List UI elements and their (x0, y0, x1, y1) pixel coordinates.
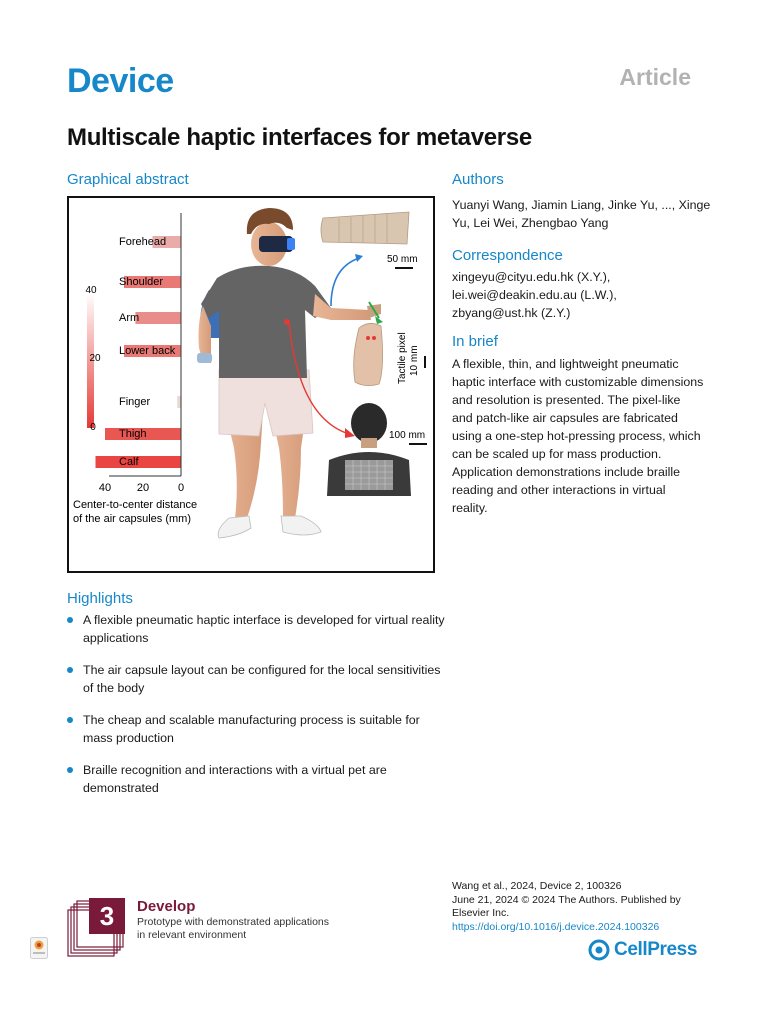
highlight-item (67, 711, 447, 747)
scale-label-10mm: 10 mm (409, 345, 420, 376)
bar-label: Calf (119, 456, 139, 468)
x-tick: 20 (136, 482, 150, 494)
check-for-updates-icon[interactable] (30, 937, 48, 959)
scale-label-100mm: 100 mm (389, 430, 426, 441)
citation-line: June 21, 2024 © 2024 The Authors. Published by Elsevier Inc. (452, 893, 681, 919)
bar-label: Thigh (119, 428, 147, 440)
bar-label: Lower back (119, 345, 176, 357)
forearm-photo-inset (321, 212, 418, 306)
highlight-item (67, 611, 447, 647)
email-line[interactable]: zbyang@ust.hk (Z.Y.) (452, 306, 571, 320)
bullet-icon (67, 617, 73, 623)
bar-finger (177, 396, 181, 408)
journal-name: Device (67, 62, 174, 100)
x-axis-label-line2: of the air capsules (mm) (73, 513, 191, 525)
bar-label: Finger (119, 396, 151, 408)
email-line[interactable]: xingeyu@cityu.edu.hk (X.Y.), (452, 270, 611, 284)
bar-chart (96, 236, 182, 468)
bar-label: Shoulder (119, 276, 164, 288)
develop-level-number: 3 (99, 901, 115, 931)
correspondence-heading: Correspondence (452, 247, 563, 264)
cellpress-wordmark: CellPress (614, 939, 698, 960)
develop-level-icon (67, 898, 127, 958)
highlight-item (67, 661, 447, 697)
color-scale-tick: 0 (90, 422, 96, 433)
doi-link[interactable]: https://doi.org/10.1016/j.device.2024.100326 (452, 920, 660, 933)
tactile-pixel-label: Tactile pixel (397, 332, 408, 384)
cellpress-icon (588, 939, 610, 961)
highlight-text: The cheap and scalable manufacturing process is suitable for mass production (83, 713, 420, 745)
highlights-list (67, 611, 447, 811)
bullet-icon (67, 767, 73, 773)
authors-list: Yuanyi Wang, Jiamin Liang, Jinke Yu, ..., Xinge Yu, Lei Wei, Zhengbao Yang (452, 198, 711, 230)
scale-label-50mm: 50 mm (387, 254, 418, 265)
color-scale-tick: 40 (85, 285, 97, 296)
bullet-icon (67, 717, 73, 723)
highlight-text: A flexible pneumatic haptic interface is developed for virtual reality applications (83, 613, 445, 645)
x-axis-label-line1: Center-to-center distance (73, 499, 198, 511)
develop-subtitle: Prototype with demonstrated applications in relevant environment (137, 916, 330, 941)
article-title: Multiscale haptic interfaces for metaverse (67, 124, 532, 151)
bullet-icon (67, 667, 73, 673)
article-type-label: Article (619, 64, 691, 90)
highlight-text: The air capsule layout can be configured for the local sensitivities of the body (83, 663, 441, 695)
bar-label: Arm (119, 312, 140, 324)
authors-heading: Authors (452, 171, 504, 188)
email-line[interactable]: lei.wei@deakin.edu.au (L.W.), (452, 288, 617, 302)
in-brief-heading: In brief (452, 333, 498, 350)
bar-label: Forehead (119, 236, 167, 248)
highlight-item (67, 761, 447, 797)
graphical-abstract-heading: Graphical abstract (67, 171, 189, 188)
bar-arm (135, 312, 181, 324)
highlight-text: Braille recognition and interactions with a virtual pet are demonstrated (83, 763, 387, 795)
in-brief-text: A flexible, thin, and lightweight pneumatic haptic interface with customizable dimensions and resolution is presented. The pixel-like and patch-like air capsules are fabricated using a one-step hot-pressing process, which can be scaled up for mass production. Application demonstrations include braille reading and other interactions in virtual reality. (452, 357, 704, 515)
color-scale-tick: 20 (89, 353, 101, 364)
citation-line: Wang et al., 2024, Device 2, 100326 (452, 880, 622, 892)
cellpress-logo[interactable] (588, 938, 697, 962)
graphical-abstract-figure (67, 196, 435, 573)
citation-block (452, 880, 712, 934)
highlights-heading: Highlights (67, 590, 133, 607)
x-tick: 0 (177, 482, 185, 494)
develop-title: Develop (137, 898, 196, 915)
x-tick: 40 (98, 482, 112, 494)
graphical-abstract-svg (69, 198, 433, 571)
correspondence-emails (452, 268, 712, 322)
